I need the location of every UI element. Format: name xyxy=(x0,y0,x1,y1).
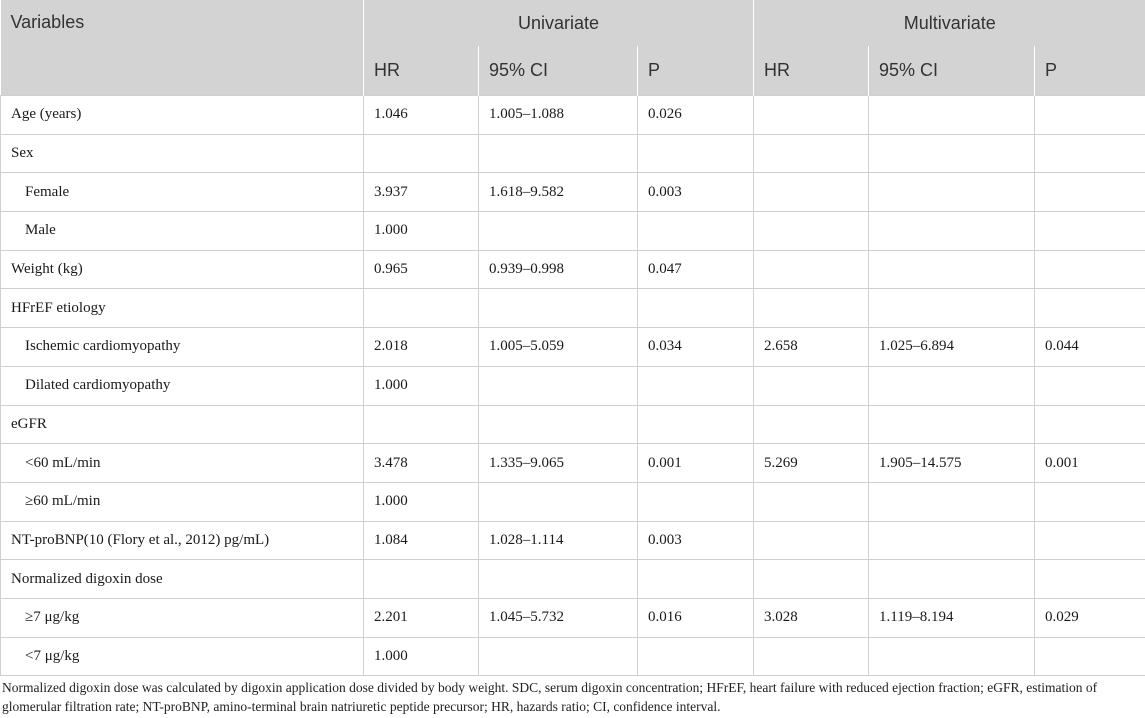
cell-univariate-hr xyxy=(364,560,479,599)
cell-univariate-ci xyxy=(479,482,638,521)
cell-multivariate-p xyxy=(1035,366,1145,405)
header-univariate-hr: HR xyxy=(364,46,479,96)
cell-variable: ≥7 μg/kg xyxy=(1,598,364,637)
cell-univariate-ci xyxy=(479,560,638,599)
header-univariate-p: P xyxy=(638,46,754,96)
table-row xyxy=(1,366,1145,405)
cell-univariate-p xyxy=(638,637,754,676)
cell-univariate-ci: 1.045–5.732 xyxy=(479,598,638,637)
cell-multivariate-ci: 1.905–14.575 xyxy=(869,444,1035,483)
header-multivariate: Multivariate xyxy=(754,0,1145,46)
table-row xyxy=(1,328,1145,367)
cell-multivariate-p xyxy=(1035,482,1145,521)
cell-multivariate-hr xyxy=(754,482,869,521)
cell-multivariate-ci xyxy=(869,521,1035,560)
cell-univariate-p xyxy=(638,212,754,251)
cell-univariate-p xyxy=(638,482,754,521)
cell-univariate-ci xyxy=(479,289,638,328)
header-row-groups xyxy=(1,0,1145,46)
cell-multivariate-hr xyxy=(754,134,869,173)
cell-univariate-hr: 1.000 xyxy=(364,212,479,251)
cell-multivariate-ci xyxy=(869,134,1035,173)
cell-multivariate-p: 0.029 xyxy=(1035,598,1145,637)
cell-multivariate-hr xyxy=(754,405,869,444)
cell-multivariate-ci xyxy=(869,212,1035,251)
cell-univariate-hr: 1.084 xyxy=(364,521,479,560)
cell-multivariate-ci xyxy=(869,173,1035,212)
table-row xyxy=(1,212,1145,251)
cell-variable: Male xyxy=(1,212,364,251)
cell-univariate-ci: 1.005–1.088 xyxy=(479,96,638,135)
cell-univariate-hr: 3.937 xyxy=(364,173,479,212)
header-univariate: Univariate xyxy=(364,0,754,46)
cell-univariate-p xyxy=(638,366,754,405)
cell-multivariate-hr: 5.269 xyxy=(754,444,869,483)
table-row xyxy=(1,598,1145,637)
header-variables: Variables xyxy=(1,0,364,96)
cell-variable: HFrEF etiology xyxy=(1,289,364,328)
cell-multivariate-ci xyxy=(869,96,1035,135)
cell-multivariate-p xyxy=(1035,250,1145,289)
cell-variable: Weight (kg) xyxy=(1,250,364,289)
cell-multivariate-p: 0.001 xyxy=(1035,444,1145,483)
cell-univariate-p: 0.001 xyxy=(638,444,754,483)
cell-univariate-p xyxy=(638,405,754,444)
cell-univariate-hr xyxy=(364,134,479,173)
cell-variable: <7 μg/kg xyxy=(1,637,364,676)
cell-univariate-hr: 2.201 xyxy=(364,598,479,637)
cell-variable: Ischemic cardiomyopathy xyxy=(1,328,364,367)
cell-univariate-ci: 1.028–1.114 xyxy=(479,521,638,560)
cell-univariate-p: 0.003 xyxy=(638,521,754,560)
cell-multivariate-p xyxy=(1035,637,1145,676)
table-row xyxy=(1,173,1145,212)
cell-multivariate-ci xyxy=(869,482,1035,521)
table-body xyxy=(1,96,1145,676)
cell-univariate-ci: 1.618–9.582 xyxy=(479,173,638,212)
cell-univariate-ci xyxy=(479,366,638,405)
cell-multivariate-hr xyxy=(754,250,869,289)
cell-univariate-p xyxy=(638,560,754,599)
cell-multivariate-ci: 1.119–8.194 xyxy=(869,598,1035,637)
table-row xyxy=(1,405,1145,444)
table-row xyxy=(1,521,1145,560)
cell-multivariate-hr: 2.658 xyxy=(754,328,869,367)
cell-univariate-hr xyxy=(364,405,479,444)
cell-univariate-p: 0.047 xyxy=(638,250,754,289)
cell-multivariate-hr xyxy=(754,289,869,328)
cell-univariate-hr: 3.478 xyxy=(364,444,479,483)
cell-multivariate-hr xyxy=(754,560,869,599)
cell-variable: Normalized digoxin dose xyxy=(1,560,364,599)
cell-variable: eGFR xyxy=(1,405,364,444)
cell-univariate-hr: 2.018 xyxy=(364,328,479,367)
cell-variable: ≥60 mL/min xyxy=(1,482,364,521)
cell-multivariate-hr xyxy=(754,637,869,676)
cell-multivariate-p xyxy=(1035,134,1145,173)
table-row xyxy=(1,560,1145,599)
table-row xyxy=(1,637,1145,676)
cell-multivariate-p xyxy=(1035,521,1145,560)
cell-univariate-p xyxy=(638,289,754,328)
cell-univariate-ci xyxy=(479,637,638,676)
cell-univariate-hr: 1.046 xyxy=(364,96,479,135)
cell-univariate-p xyxy=(638,134,754,173)
cell-multivariate-hr: 3.028 xyxy=(754,598,869,637)
table-row xyxy=(1,482,1145,521)
header-univariate-ci: 95% CI xyxy=(479,46,638,96)
cell-univariate-ci xyxy=(479,134,638,173)
cell-univariate-hr: 1.000 xyxy=(364,637,479,676)
cell-variable: NT-proBNP(10 (Flory et al., 2012) pg/mL) xyxy=(1,521,364,560)
cell-univariate-p: 0.026 xyxy=(638,96,754,135)
cell-multivariate-ci xyxy=(869,560,1035,599)
cell-multivariate-hr xyxy=(754,521,869,560)
cell-univariate-hr: 0.965 xyxy=(364,250,479,289)
cell-univariate-ci: 1.005–5.059 xyxy=(479,328,638,367)
cell-multivariate-hr xyxy=(754,212,869,251)
cell-multivariate-p xyxy=(1035,289,1145,328)
header-multivariate-ci: 95% CI xyxy=(869,46,1035,96)
cell-variable: Female xyxy=(1,173,364,212)
header-multivariate-hr: HR xyxy=(754,46,869,96)
cell-variable: <60 mL/min xyxy=(1,444,364,483)
table-row xyxy=(1,289,1145,328)
table-row xyxy=(1,96,1145,135)
cell-multivariate-p xyxy=(1035,173,1145,212)
cell-multivariate-p xyxy=(1035,212,1145,251)
cell-multivariate-hr xyxy=(754,173,869,212)
cell-univariate-p: 0.016 xyxy=(638,598,754,637)
cell-multivariate-ci: 1.025–6.894 xyxy=(869,328,1035,367)
cell-univariate-hr: 1.000 xyxy=(364,482,479,521)
cell-univariate-hr: 1.000 xyxy=(364,366,479,405)
cell-multivariate-p xyxy=(1035,405,1145,444)
cell-univariate-ci xyxy=(479,405,638,444)
cell-multivariate-p xyxy=(1035,560,1145,599)
table-footnote: Normalized digoxin dose was calculated by digoxin application dose divided by body weight. SDC, serum digoxin concentration; HFrEF, heart failure with reduced ejection fraction; eGFR, estimation of glomerular filtration rate; NT-proBNP, amino-terminal brain natriuretic peptide precursor; HR, hazards ratio; CI, confidence interval. xyxy=(2,680,1098,714)
header-multivariate-p: P xyxy=(1035,46,1145,96)
cell-multivariate-p xyxy=(1035,96,1145,135)
cell-multivariate-ci xyxy=(869,289,1035,328)
cell-variable: Dilated cardiomyopathy xyxy=(1,366,364,405)
cell-multivariate-ci xyxy=(869,366,1035,405)
cell-univariate-hr xyxy=(364,289,479,328)
cell-multivariate-ci xyxy=(869,250,1035,289)
table-row xyxy=(1,134,1145,173)
cell-multivariate-hr xyxy=(754,366,869,405)
cell-variable: Age (years) xyxy=(1,96,364,135)
cell-variable: Sex xyxy=(1,134,364,173)
cell-multivariate-p: 0.044 xyxy=(1035,328,1145,367)
cell-multivariate-ci xyxy=(869,405,1035,444)
cell-univariate-ci: 0.939–0.998 xyxy=(479,250,638,289)
cell-multivariate-ci xyxy=(869,637,1035,676)
cell-univariate-ci: 1.335–9.065 xyxy=(479,444,638,483)
table-row xyxy=(1,250,1145,289)
cell-univariate-ci xyxy=(479,212,638,251)
table-row xyxy=(1,444,1145,483)
cell-univariate-p: 0.003 xyxy=(638,173,754,212)
cell-univariate-p: 0.034 xyxy=(638,328,754,367)
cell-multivariate-hr xyxy=(754,96,869,135)
